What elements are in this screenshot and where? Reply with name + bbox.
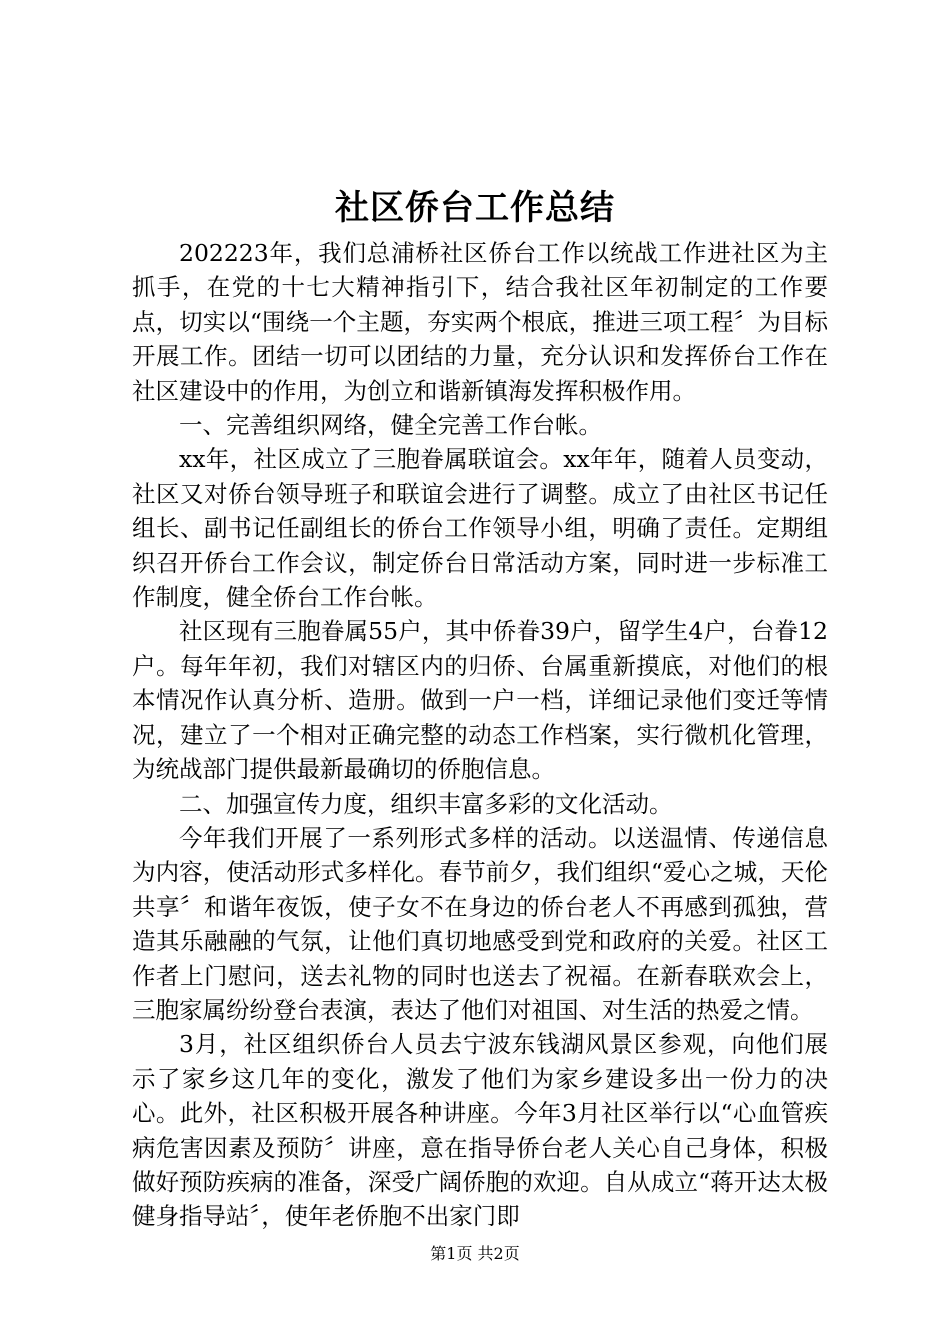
paragraph-march-events: 3月，社区组织侨台人员去宁波东钱湖风景区参观，向他们展示了家乡这几年的变化，激发了他们为家乡建设多出一份力的决心。此外，社区积极开展各种讲座。今年3月社区举行以“心血管疾病危害因素及预防〞讲座，意在指导侨台老人关心自己身体，积极做好预防疾病的准备，深受广阔侨胞的欢迎。自从成立“蒋开达太极健身指导站〞，使年老侨胞不出家门即 [132,1030,828,1231]
paragraph-activities: 今年我们开展了一系列形式多样的活动。以送温情、传递信息为内容，使活动形式多样化。春节前夕，我们组织“爱心之城，天伦共享〞和谐年夜饭，使子女不在身边的侨台老人不再感到孤独，营造其乐融融的气氛，让他们真切地感受到党和政府的关爱。社区工作者上门慰问，送去礼物的同时也送去了祝福。在新春联欢会上，三胞家属纷纷登台表演，表达了他们对祖国、对生活的热爱之情。 [132,823,828,1024]
paragraph-intro: 202223年，我们总浦桥社区侨台工作以统战工作进社区为主抓手，在党的十七大精神指引下，结合我社区年初制定的工作要点，切实以“围绕一个主题，夯实两个根底，推进三项工程〞为目标开展工作。团结一切可以团结的力量，充分认识和发挥侨台工作在社区建设中的作用，为创立和谐新镇海发挥积极作用。 [132,239,828,405]
document-title: 社区侨台工作总结 [335,188,615,228]
section-heading-1: 一、完善组织网络，健全完善工作台帐。 [179,411,602,440]
section-heading-2: 二、加强宣传力度，组织丰富多彩的文化活动。 [179,789,673,818]
paragraph-households: 社区现有三胞眷属55户，其中侨眷39户，留学生4户，台眷12户。每年年初，我们对辖区内的归侨、台属重新摸底，对他们的根本情况作认真分析、造册。做到一户一档，详细记录他们变迁等情况，建立了一个相对正确完整的动态工作档案，实行微机化管理，为统战部门提供最新最确切的侨胞信息。 [132,617,828,784]
page-number-footer: 第1页 共2页 [430,1244,520,1263]
paragraph-organization: xx年，社区成立了三胞眷属联谊会。xx年年，随着人员变动，社区又对侨台领导班子和联谊会进行了调整。成立了由社区书记任组长、副书记任副组长的侨台工作领导小组，明确了责任。定期组织召开侨台工作会议，制定侨台日常活动方案，同时进一步标准工作制度，健全侨台工作台帐。 [132,445,828,612]
document-body [132,236,828,1234]
